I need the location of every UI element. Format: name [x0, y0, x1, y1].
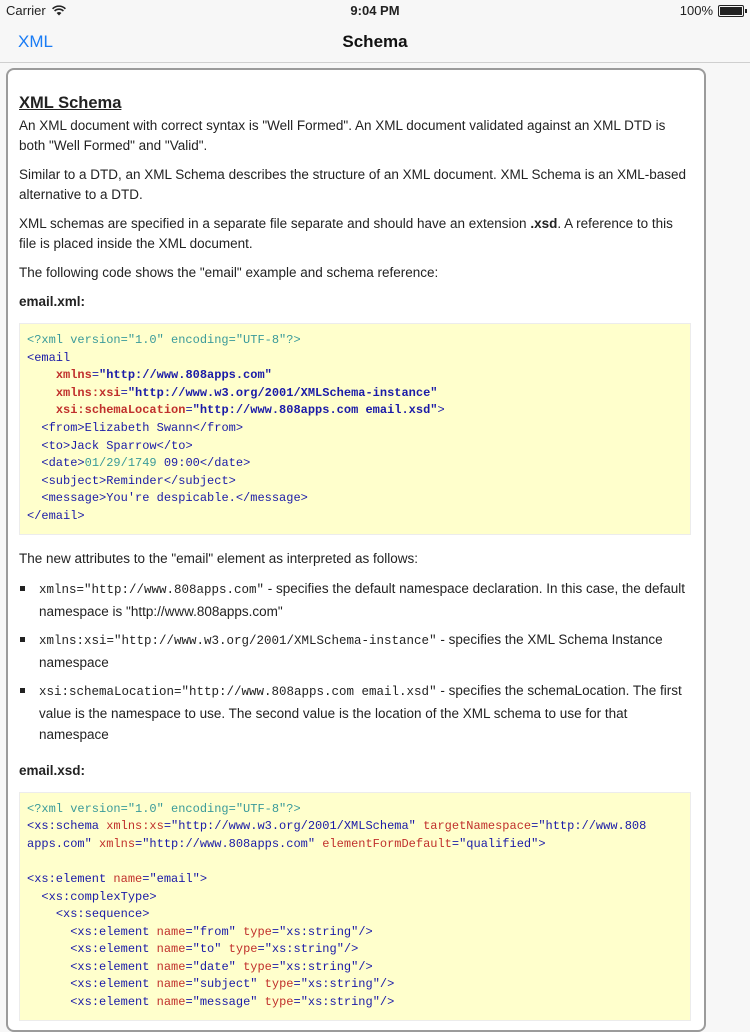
code-token: <xs:complexType> — [41, 889, 157, 904]
code-line — [27, 490, 683, 508]
code-token: <xs:element — [70, 995, 157, 1010]
code-token — [257, 977, 264, 991]
code-token: <date> — [41, 456, 85, 471]
code-token: Reminder — [106, 473, 164, 488]
code-token: /> — [379, 977, 395, 992]
code-token: <to> — [41, 438, 71, 453]
code-token: = — [185, 995, 193, 1010]
code-token — [27, 403, 56, 417]
code-token: = — [531, 819, 539, 834]
paragraph-3-pre: XML schemas are specified in a separate file separate and should have an extension — [19, 216, 531, 231]
code-token: > — [437, 403, 445, 418]
code-token: apps.com" — [27, 836, 92, 851]
code-line — [27, 455, 683, 473]
code-token: elementFormDefault — [322, 836, 452, 851]
list-item-text: - specifies the schemaLocation. The first value is the namespace to use. The second value is the location of the XML schema to use for that namespace — [39, 682, 682, 742]
code-token: name — [156, 942, 186, 957]
code-line — [27, 959, 683, 977]
code-line — [27, 332, 683, 350]
code-line — [27, 438, 683, 456]
code-token — [236, 925, 243, 939]
code-line — [27, 976, 683, 994]
code-token: /> — [379, 995, 395, 1010]
code-token: xmlns — [55, 368, 92, 383]
code-token: <xs:element — [70, 977, 157, 992]
code-token: = — [185, 977, 193, 992]
code-token: type — [228, 942, 258, 957]
code-token: > — [538, 836, 546, 851]
code-token — [27, 890, 41, 904]
code-token — [27, 942, 70, 956]
code-token — [27, 439, 41, 453]
xsd-extension: .xsd — [530, 216, 558, 231]
navigation-bar — [0, 22, 750, 63]
code-token: </subject> — [163, 473, 236, 488]
code-token: </date> — [199, 456, 251, 471]
code-line — [27, 420, 683, 438]
page-title: Schema — [342, 32, 408, 51]
content-card[interactable] — [6, 68, 706, 1032]
code-token: name — [156, 977, 186, 992]
code-token: targetNamespace — [423, 819, 532, 834]
status-bar — [0, 0, 750, 22]
code-token: <from> — [41, 420, 85, 435]
code-line — [27, 889, 683, 907]
code-token: = — [142, 871, 150, 886]
code-token: /> — [343, 942, 359, 957]
code-token: "from" — [192, 924, 236, 939]
paragraph-3 — [19, 214, 691, 254]
code-token: <?xml version="1.0" encoding="UTF-8"?> — [27, 333, 301, 347]
attribute-list — [19, 578, 691, 745]
code-token: Elizabeth Swann — [84, 420, 193, 435]
code-token — [27, 907, 56, 921]
code-token: <xs:sequence> — [55, 907, 150, 922]
code-token — [27, 368, 56, 382]
carrier-label: Carrier — [6, 3, 46, 18]
code-token — [27, 421, 41, 435]
code-token: <message> — [41, 491, 107, 506]
article-content — [19, 92, 691, 1032]
code-token: = — [91, 368, 100, 383]
code-line — [27, 994, 683, 1012]
code-token: type — [264, 977, 294, 992]
code-token — [27, 925, 70, 939]
code-token: "xs:string" — [300, 995, 380, 1010]
code-token: <email — [27, 350, 71, 365]
code-token: <xs:element — [70, 959, 157, 974]
code-token: = — [120, 385, 128, 400]
code-token: = — [293, 977, 301, 992]
email-xml-label: email.xml: — [19, 294, 86, 309]
code-token: </to> — [156, 438, 193, 453]
code-token: <?xml version="1.0" encoding="UTF-8"?> — [27, 801, 301, 816]
code-token — [27, 474, 41, 488]
email-xsd-code — [19, 792, 691, 1021]
code-line — [27, 385, 683, 403]
code-token: "http://www.w3.org/2001/XMLSchema" — [171, 819, 416, 834]
code-token: /> — [358, 959, 373, 974]
code-token: = — [293, 995, 301, 1010]
code-token: xmlns — [99, 836, 136, 851]
code-token: "http://www.808 — [538, 819, 647, 834]
paragraph-3-post: . A reference to this file is placed inside the XML document. — [19, 216, 673, 251]
list-item-code: xsi:schemaLocation="http://www.808apps.com email.xsd" — [39, 684, 437, 699]
code-token: "http://www.808apps.com email.xsd" — [192, 403, 438, 418]
code-token: "to" — [192, 942, 222, 957]
code-token: = — [185, 942, 193, 957]
email-xml-code — [19, 323, 691, 535]
code-token: </email> — [27, 508, 85, 523]
code-token — [27, 854, 34, 868]
code-token: = — [271, 959, 280, 974]
status-right — [680, 3, 744, 18]
code-token: = — [163, 819, 172, 834]
code-token: </from> — [192, 420, 244, 435]
back-button[interactable]: XML — [18, 32, 53, 51]
code-token: = — [135, 836, 143, 851]
code-token: = — [271, 924, 280, 939]
code-token: "http://www.w3.org/2001/XMLSchema-instance" — [127, 385, 438, 400]
code-token: "xs:string" — [300, 977, 380, 992]
code-token: /> — [358, 924, 373, 939]
code-token: "http://www.808apps.com" — [142, 836, 316, 851]
code-line — [27, 402, 683, 420]
paragraph-2: Similar to a DTD, an XML Schema describes the structure of an XML document. XML Schema is an XML-based alternative to a DTD. — [19, 167, 687, 202]
code-token: <xs:element — [70, 942, 157, 957]
code-token — [236, 960, 243, 974]
code-line — [27, 508, 683, 526]
code-token: "xs:string" — [264, 942, 344, 957]
list-item — [39, 629, 691, 673]
code-token — [27, 491, 41, 505]
list-item — [39, 578, 691, 622]
code-token — [27, 960, 70, 974]
paragraph-4: The following code shows the "email" example and schema reference: — [19, 265, 439, 280]
code-token: xmlns:xs — [106, 819, 164, 834]
code-token: <subject> — [41, 473, 107, 488]
code-token: > — [199, 871, 208, 886]
code-token: = — [185, 959, 193, 974]
code-token: "message" — [192, 995, 258, 1010]
code-token: You're despicable. — [106, 491, 236, 506]
code-token: 01/29/1749 — [84, 456, 157, 471]
code-token: "date" — [192, 959, 236, 974]
code-token — [257, 995, 264, 1009]
code-line — [27, 906, 683, 924]
code-token: "qualified" — [459, 836, 539, 851]
code-token: "xs:string" — [279, 924, 359, 939]
code-line — [27, 924, 683, 942]
code-token: name — [156, 924, 186, 939]
list-item-code: xmlns="http://www.808apps.com" — [39, 582, 265, 597]
article-title: XML Schema — [19, 94, 122, 112]
code-line — [27, 367, 683, 385]
code-line — [27, 801, 683, 819]
code-line — [27, 853, 683, 871]
code-token: = — [257, 942, 265, 957]
email-xsd-label: email.xsd: — [19, 762, 86, 778]
code-token: 09:00 — [156, 456, 200, 471]
code-token: name — [113, 871, 143, 886]
code-token: "http://www.808apps.com" — [99, 368, 272, 383]
code-token: <xs:element — [70, 924, 157, 939]
code-line — [27, 836, 683, 854]
code-token: type — [243, 959, 272, 974]
code-line — [27, 871, 683, 889]
paragraph-5: The new attributes to the "email" element as interpreted as follows: — [19, 550, 419, 566]
code-token: type — [243, 924, 272, 939]
list-item-code: xmlns:xsi="http://www.w3.org/2001/XMLSchema-instance" — [39, 633, 437, 648]
code-line — [27, 818, 683, 836]
code-token: = — [451, 836, 460, 851]
code-token: Jack Sparrow — [70, 438, 157, 453]
code-token — [27, 995, 70, 1009]
code-token: "email" — [149, 871, 200, 886]
code-token: <xs:schema — [27, 819, 107, 834]
code-token: </message> — [235, 491, 308, 506]
status-time: 9:04 PM — [350, 3, 400, 18]
code-line — [27, 350, 683, 368]
code-token: <xs:element — [27, 871, 114, 886]
code-token — [27, 386, 56, 400]
code-token — [92, 837, 99, 851]
list-item-text: - specifies the default namespace declaration. In this case, the default namespace is "http://www.808apps.com" — [39, 580, 686, 619]
code-token — [27, 977, 70, 991]
code-token: name — [156, 959, 186, 974]
code-token: "xs:string" — [279, 959, 359, 974]
list-item — [39, 680, 691, 745]
code-token: "subject" — [192, 977, 258, 992]
side-gutter — [707, 68, 750, 1000]
list-item-text: - specifies the XML Schema Instance namespace — [39, 631, 663, 670]
code-token: xsi:schemaLocation — [55, 403, 186, 418]
code-token: type — [264, 995, 294, 1010]
code-token — [416, 819, 423, 833]
code-line — [27, 473, 683, 491]
code-token: xmlns:xsi — [55, 385, 121, 400]
paragraph-1: An XML document with correct syntax is "Well Formed". An XML document validated against an XML DTD is both "Well Formed" and "Valid". — [19, 118, 666, 153]
code-token — [27, 456, 41, 470]
code-token: = — [185, 403, 193, 418]
code-line — [27, 941, 683, 959]
battery-icon — [718, 5, 744, 17]
code-token: name — [156, 995, 186, 1010]
code-token — [221, 942, 228, 956]
battery-percent: 100% — [679, 3, 713, 18]
code-token: = — [185, 924, 193, 939]
